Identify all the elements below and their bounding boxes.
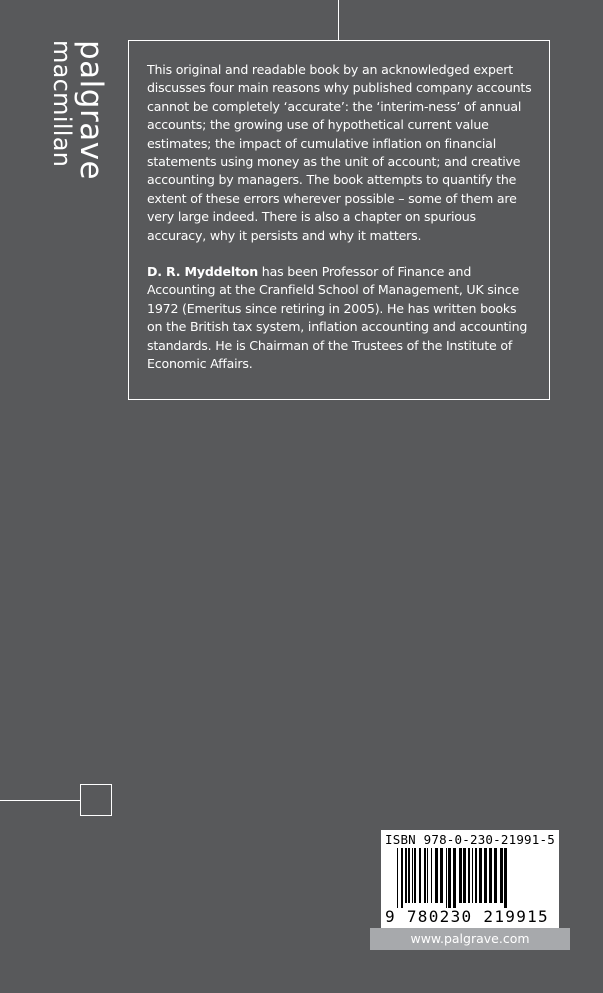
- barcode-bar: [424, 848, 426, 903]
- barcode-bar: [405, 848, 407, 903]
- side-divider-line: [0, 800, 80, 801]
- publisher-logo-text: [48, 40, 109, 181]
- barcode-bar: [397, 848, 398, 908]
- barcode-bar: [408, 848, 410, 903]
- barcode-bar: [448, 848, 451, 908]
- book-description: This original and readable book by an acknowledged expert discusses four main reasons why published company accounts cannot be completely ‘accurate’: the ‘interim-ness’ of annual accounts; the growing use of hypothetical current value estimates; the impact of cumulative inflation on financial statements using money as the unit of account; and creative accounting by managers. The book attempts to quantify the extent of these errors wherever possible – some of them are very large indeed. There is also a chapter on spurious accuracy, why it persists and why it matters.: [147, 62, 532, 243]
- barcode-box: [381, 830, 559, 928]
- top-divider-line: [338, 0, 339, 40]
- author-paragraph: [147, 263, 533, 373]
- barcode-bar: [412, 848, 413, 903]
- barcode-bar: [472, 848, 473, 903]
- barcode-bar: [414, 848, 416, 903]
- barcode-bar: [431, 848, 432, 903]
- isbn-label: ISBN 978-0-230-21991-5: [385, 832, 555, 847]
- barcode-bar: [475, 848, 477, 903]
- barcode-bar: [500, 848, 503, 903]
- barcode-bar: [479, 848, 482, 903]
- barcode-bar: [401, 848, 403, 908]
- barcode-bar: [453, 848, 456, 908]
- logo-palgrave: palgrave: [73, 40, 109, 181]
- website-link[interactable]: www.palgrave.com: [370, 928, 570, 950]
- barcode-bar: [427, 848, 428, 903]
- decorative-square: [80, 784, 112, 816]
- publisher-logo: [46, 40, 109, 200]
- barcode-bar: [504, 848, 507, 908]
- barcode-graphic: [385, 848, 555, 908]
- barcode-bar: [440, 848, 443, 903]
- barcode-bar: [446, 848, 447, 908]
- barcode-bar: [468, 848, 470, 903]
- author-name: D. R. Myddelton: [147, 264, 258, 280]
- logo-macmillan: macmillan: [48, 40, 76, 168]
- blurb-box: [128, 40, 550, 400]
- barcode-bar: [484, 848, 487, 903]
- barcode-bar: [419, 848, 421, 903]
- barcode-bar: [463, 848, 466, 903]
- author-bio: has been Professor of Finance and Accounting at the Cranfield School of Management, UK since 1972 (Emeritus since retiring in 2005). He has written books on the British tax system, inflation accounting and accounting standards. He is Chairman of the Trustees of the Institute of Economic Affairs.: [147, 264, 528, 372]
- barcode-bar: [435, 848, 438, 903]
- barcode-digits: 9 780230 219915: [385, 907, 549, 926]
- barcode-bar: [489, 848, 492, 903]
- barcode-bar: [494, 848, 497, 903]
- barcode-bar: [459, 848, 462, 903]
